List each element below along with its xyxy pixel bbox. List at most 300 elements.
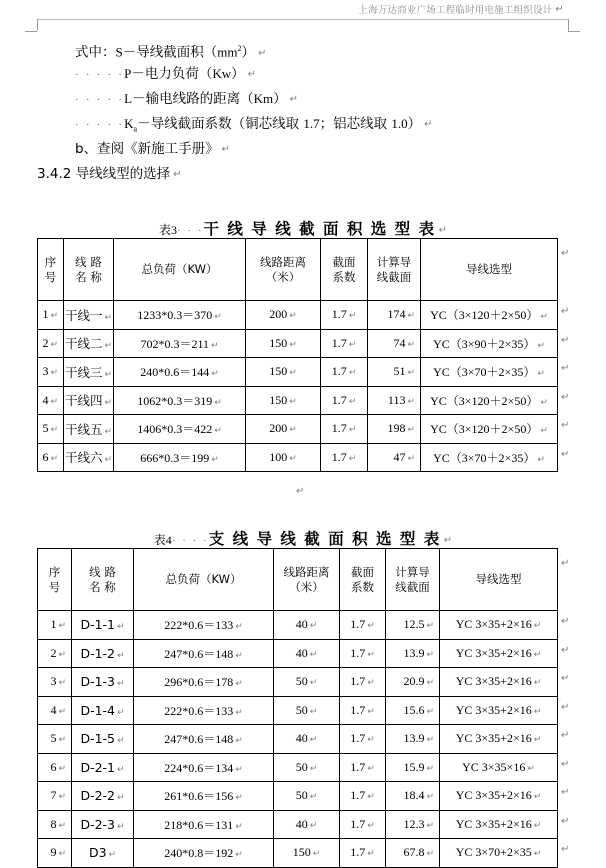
- table3-header-row: [38, 239, 558, 301]
- table4-cell-serial-text: 4: [50, 702, 57, 717]
- table3-cell-line-distance-text: 200: [269, 307, 288, 322]
- branch-line-conductor-selection-table: [37, 548, 558, 868]
- table-row: [38, 415, 558, 444]
- cell-paragraph-mark: ↵: [407, 396, 415, 407]
- table4-cell-section-coefficient-text: 1.7: [350, 845, 366, 860]
- table3-cell-line-distance: [246, 358, 321, 387]
- table3-col-header-serial-top: 序: [44, 254, 57, 269]
- table4-caption-number: 表4: [153, 533, 172, 547]
- cell-paragraph-mark: ↵: [426, 763, 434, 774]
- table-row: [38, 611, 558, 640]
- formula-legend-line-k: [37, 111, 569, 136]
- table4-cell-total-load: [134, 839, 274, 868]
- cell-paragraph-mark: ↵: [104, 341, 113, 352]
- table3-cell-section-coefficient: [321, 301, 368, 330]
- table4-cell-total-load-text: 222*0.6＝133: [164, 618, 234, 633]
- table4-cell-serial-text: 2: [50, 645, 57, 660]
- table4-cell-line-distance-text: 150: [292, 845, 311, 860]
- cell-paragraph-mark: ↵: [214, 312, 222, 323]
- table4-cell-serial: [38, 753, 72, 782]
- table3-caption-dots: · · ·: [177, 225, 204, 237]
- formula-l-symbol: L: [124, 91, 133, 106]
- formula-legend-line-s: [37, 36, 569, 61]
- formula-p-unit: Kw: [212, 66, 232, 81]
- table4-cell-calculated-section: [386, 668, 440, 697]
- table3-cell-calculated-section: [368, 386, 421, 415]
- cell-paragraph-mark: ↵: [348, 339, 357, 350]
- formula-p-symbol: P: [124, 66, 132, 81]
- table4-cell-line-name-text: D-2-3: [80, 816, 115, 832]
- table3-cell-serial-text: 3: [42, 364, 49, 379]
- cell-paragraph-mark: ↵: [367, 735, 375, 746]
- table4-cell-conductor-type: [440, 696, 558, 725]
- formula-p-dash: －: [131, 66, 145, 82]
- table4-cell-conductor-type-text: YC 3×35+2×16: [455, 731, 532, 746]
- table4-cell-total-load: [134, 753, 274, 782]
- table4-cell-line-name: [72, 639, 134, 668]
- table4-cell-line-name: [72, 839, 134, 868]
- table3-cell-conductor-type-text: YC（3×70＋2×35）: [433, 365, 536, 380]
- table4-cell-total-load-text: 224*0.6＝134: [164, 760, 234, 775]
- table4-cell-total-load-text: 240*0.8＝192: [164, 846, 234, 861]
- table3-cell-section-coefficient: [321, 358, 368, 387]
- table4-cell-conductor-type: [440, 611, 558, 640]
- reference-line-b: [37, 136, 569, 161]
- table4-cell-line-distance-text: 50: [295, 788, 308, 803]
- cell-paragraph-mark: ↵: [117, 736, 125, 747]
- table3-cell-section-coefficient-text: 1.7: [331, 392, 347, 407]
- formula-s-close-paren: ）: [241, 44, 255, 61]
- table4-cell-conductor-type: [440, 782, 558, 811]
- table3-cell-serial: [38, 443, 64, 472]
- cell-paragraph-mark: ↵: [533, 649, 542, 660]
- table4-cell-conductor-type: [440, 725, 558, 754]
- cell-paragraph-mark: ↵: [309, 820, 318, 831]
- table4-col-header-line-name: [72, 549, 134, 611]
- table4-cell-line-name-text: D-1-4: [80, 702, 115, 718]
- cell-paragraph-mark: ↵: [211, 340, 219, 351]
- table4-col-header-calculated-section-bottom: 线截面: [395, 579, 430, 594]
- cell-paragraph-mark: ↵: [309, 706, 318, 717]
- table3-cell-conductor-type-text: YC（3×70＋2×35）: [433, 450, 536, 465]
- table4-col-header-conductor-type: [440, 549, 558, 611]
- cell-paragraph-mark: ↵: [540, 312, 548, 323]
- table3-cell-conductor-type-text: YC（3×120＋2×50）: [430, 422, 539, 437]
- table4-cell-total-load-text: 218*0.6＝131: [164, 817, 234, 832]
- table3-cell-total-load: [114, 358, 246, 387]
- table4-cell-line-distance-text: 40: [295, 816, 308, 831]
- table3-col-header-line-distance-bottom: （米）: [265, 269, 301, 284]
- cell-paragraph-mark: ↵: [50, 425, 58, 436]
- margin-mark-top-left-vertical: [37, 19, 38, 31]
- formula-legend-line-l: [37, 86, 569, 111]
- header-divider: [37, 19, 569, 20]
- table3-cell-conductor-type-text: YC（3×120＋2×50）: [430, 393, 539, 408]
- table3-cell-calculated-section: [368, 443, 421, 472]
- table3-cell-line-distance: [246, 329, 321, 358]
- table4-cell-line-name-text: D-2-2: [80, 788, 115, 804]
- table3-col-header-line-distance-top: 线路距离: [260, 254, 306, 269]
- cell-paragraph-mark: ↵: [367, 649, 375, 660]
- table3-cell-conductor-type: [421, 415, 558, 444]
- cell-paragraph-mark: ↵: [367, 678, 375, 689]
- table3-col-header-total-load: [114, 239, 246, 301]
- cell-paragraph-mark: ↵: [407, 339, 415, 350]
- margin-mark-top-right-vertical: [568, 19, 569, 31]
- table4-cell-calculated-section: [386, 611, 440, 640]
- cell-paragraph-mark: ↵: [289, 339, 297, 350]
- cell-paragraph-mark: ↵: [117, 764, 125, 775]
- cell-paragraph-mark: ↵: [426, 621, 434, 632]
- cell-paragraph-mark: ↵: [104, 312, 113, 323]
- cell-paragraph-mark: ↵: [312, 849, 321, 860]
- cell-paragraph-mark: ↵: [533, 678, 542, 689]
- formula-l-dash: －: [132, 91, 146, 107]
- cell-paragraph-mark: ↵: [367, 792, 375, 803]
- table3-cell-calculated-section: [368, 415, 421, 444]
- table-row-end-mark: ↵: [561, 701, 570, 713]
- formula-k-dash: －: [137, 116, 151, 132]
- cell-paragraph-mark: ↵: [235, 650, 243, 661]
- cell-paragraph-mark: ↵: [309, 792, 318, 803]
- cell-paragraph-mark: ↵: [50, 396, 58, 407]
- margin-mark-top-left-horizontal: [25, 31, 37, 32]
- table4-cell-line-distance: [274, 639, 340, 668]
- formula-p-close-paren: ）: [231, 66, 245, 82]
- formula-s-dash: －: [122, 44, 137, 61]
- table3-cell-conductor-type: [421, 386, 558, 415]
- formula-k-value-aluminum: 1.0: [391, 116, 408, 131]
- table4-cell-serial: [38, 611, 72, 640]
- table4-col-header-serial: [38, 549, 72, 611]
- table3-cell-serial-text: 5: [42, 421, 49, 436]
- formula-k-close-paren: ）: [407, 116, 422, 132]
- table4-cell-calculated-section: [386, 753, 440, 782]
- table4-cell-line-name: [72, 810, 134, 839]
- table4-cell-line-name-text: D-1-5: [80, 731, 115, 747]
- formula-k-description: 导线截面系数（铜芯线取: [150, 116, 304, 132]
- cell-paragraph-mark: ↵: [407, 425, 415, 436]
- table4-cell-section-coefficient-text: 1.7: [350, 617, 366, 632]
- table4-cell-total-load: [134, 725, 274, 754]
- cell-paragraph-mark: ↵: [537, 454, 545, 465]
- table4-cell-serial: [38, 639, 72, 668]
- table4-cell-total-load: [134, 810, 274, 839]
- cell-paragraph-mark: ↵: [235, 707, 243, 718]
- trunk-line-conductor-selection-table: [37, 238, 558, 472]
- table4-cell-line-distance: [274, 611, 340, 640]
- table3-cell-total-load-text: 1062*0.3＝319: [137, 393, 213, 408]
- table4-col-header-line-distance-top: 线路距离: [283, 564, 330, 579]
- empty-paragraph-mark-between-tables: ↵: [296, 486, 305, 497]
- cell-paragraph-mark: ↵: [533, 706, 542, 717]
- cell-paragraph-mark: ↵: [527, 763, 535, 774]
- table4-cell-calculated-section: [386, 639, 440, 668]
- cell-paragraph-mark: ↵: [348, 311, 357, 322]
- cell-paragraph-mark: ↵: [533, 820, 542, 831]
- table4-cell-serial-text: 9: [50, 845, 57, 860]
- table3-cell-calculated-section: [368, 358, 421, 387]
- cell-paragraph-mark: ↵: [235, 764, 243, 775]
- table4-cell-section-coefficient-text: 1.7: [350, 702, 366, 717]
- table4-cell-serial: [38, 782, 72, 811]
- table-row: [38, 301, 558, 330]
- cell-paragraph-mark: ↵: [426, 849, 434, 860]
- table3-cell-line-name: [64, 386, 114, 415]
- cell-paragraph-mark: ↵: [289, 368, 297, 379]
- table3-cell-serial-text: 6: [42, 449, 49, 464]
- table3-cell-line-distance-text: 150: [269, 335, 288, 350]
- table-row: [38, 329, 558, 358]
- table3-col-header-conductor-type: [421, 239, 558, 301]
- table4-cell-line-name: [72, 668, 134, 697]
- table4-cell-line-name: [72, 696, 134, 725]
- table4-cell-conductor-type-text: YC 3×35+2×16: [455, 816, 532, 831]
- cell-paragraph-mark: ↵: [540, 397, 548, 408]
- table3-cell-calculated-section-text: 47: [393, 449, 406, 464]
- table4-cell-calculated-section-text: 12.5: [403, 617, 425, 632]
- table4-col-header-serial-top: 序: [48, 564, 61, 579]
- table4-header-row: [38, 549, 558, 611]
- table4-cell-section-coefficient: [340, 753, 386, 782]
- formula-s-prefix: 式中：: [75, 44, 116, 61]
- table3-cell-total-load-text: 240*0.6＝144: [140, 365, 210, 380]
- table4-cell-conductor-type-text: YC 3×35+2×16: [455, 674, 532, 689]
- cell-paragraph-mark: ↵: [426, 678, 434, 689]
- table3-col-header-total-load-text: 总负荷（KW）: [141, 262, 218, 276]
- table3-cell-line-distance-text: 150: [269, 392, 288, 407]
- table3-cell-section-coefficient-text: 1.7: [331, 307, 347, 322]
- table3-cell-line-name: [64, 443, 114, 472]
- table4-cell-line-distance: [274, 668, 340, 697]
- table3-cell-section-coefficient: [321, 329, 368, 358]
- table3-caption-number: 表3: [159, 223, 178, 237]
- table3-cell-line-name: [64, 301, 114, 330]
- cell-paragraph-mark: ↵: [309, 621, 318, 632]
- table-row-end-mark: ↵: [561, 420, 570, 431]
- table3-cell-total-load: [114, 443, 246, 472]
- table4-cell-line-distance-text: 40: [295, 645, 308, 660]
- table3-col-header-calculated-section-bottom: 线截面: [376, 269, 412, 284]
- table3-cell-total-load-text: 702*0.3＝211: [140, 336, 209, 351]
- table-row-end-mark: ↵: [561, 787, 570, 798]
- table-row-end-mark: ↵: [561, 334, 570, 346]
- cell-paragraph-mark: ↵: [104, 369, 113, 380]
- table3-col-header-line-name-top: 线 路: [75, 254, 102, 269]
- table3-cell-calculated-section: [368, 329, 421, 358]
- formula-l-close-paren: ）: [273, 91, 287, 107]
- cell-paragraph-mark: ↵: [104, 398, 113, 409]
- table-row: [38, 668, 558, 697]
- table3-cell-serial-text: 2: [42, 335, 49, 350]
- cell-paragraph-mark: ↵: [426, 649, 434, 660]
- table-row-end-mark: ↵: [561, 730, 570, 741]
- leader-dots: · · · · ·: [75, 94, 125, 106]
- table4-cell-line-distance: [274, 753, 340, 782]
- table4-cell-total-load-text: 247*0.6＝148: [164, 732, 234, 747]
- table4-caption-dots: · · · ·: [171, 535, 209, 547]
- paragraph-mark: ↵: [424, 119, 433, 130]
- table4-cell-line-name-text: D3: [88, 845, 107, 861]
- cell-paragraph-mark: ↵: [117, 793, 125, 804]
- header-title: [358, 2, 564, 16]
- table4-cell-calculated-section-text: 18.4: [403, 788, 425, 803]
- table3-cell-line-distance: [246, 415, 321, 444]
- table4-cell-serial-text: 3: [50, 674, 57, 689]
- section-heading-text: 3.4.2 导线线型的选择: [37, 166, 171, 182]
- table-row-end-mark: ↵: [561, 363, 570, 374]
- table4-cell-conductor-type-text: YC 3×35+2×16: [455, 645, 532, 660]
- cell-paragraph-mark: ↵: [348, 396, 357, 407]
- cell-paragraph-mark: ↵: [58, 792, 66, 803]
- table4-cell-serial-text: 5: [50, 731, 57, 746]
- cell-paragraph-mark: ↵: [533, 621, 542, 632]
- table3-cell-line-distance-text: 150: [269, 364, 288, 379]
- cell-paragraph-mark: ↵: [235, 622, 243, 633]
- table-row-end-mark: ↵: [561, 644, 570, 656]
- table-row-end-mark: ↵: [561, 844, 570, 855]
- cell-paragraph-mark: ↵: [309, 649, 318, 660]
- cell-paragraph-mark: ↵: [367, 849, 375, 860]
- cell-paragraph-mark: ↵: [533, 849, 542, 860]
- table4-col-header-section-coefficient: [340, 549, 386, 611]
- formula-s-unit-exponent: 2: [237, 44, 242, 53]
- cell-paragraph-mark: ↵: [367, 763, 375, 774]
- paragraph-mark: ↵: [173, 169, 182, 180]
- paragraph-mark: ↵: [438, 225, 447, 236]
- cell-paragraph-mark: ↵: [426, 792, 434, 803]
- table4-col-header-section-coefficient-bottom: 系数: [351, 579, 374, 594]
- table4-cell-line-distance: [274, 725, 340, 754]
- table3-cell-conductor-type-text: YC（3×120＋2×50）: [430, 308, 539, 323]
- table3-cell-serial-text: 1: [42, 307, 49, 322]
- paragraph-mark: ↵: [443, 535, 453, 546]
- table4-cell-total-load-text: 261*0.6＝156: [164, 789, 234, 804]
- formula-legend-line-p: [37, 61, 569, 86]
- table4-cell-calculated-section: [386, 696, 440, 725]
- table-row: [38, 358, 558, 387]
- table4-cell-section-coefficient: [340, 810, 386, 839]
- table4-cell-line-distance-text: 40: [295, 731, 308, 746]
- table3-cell-conductor-type: [421, 329, 558, 358]
- table3-caption: [0, 217, 606, 239]
- table4-cell-section-coefficient: [340, 839, 386, 868]
- cell-paragraph-mark: ↵: [211, 369, 219, 380]
- cell-paragraph-mark: ↵: [235, 679, 243, 690]
- formula-k-symbol: K: [124, 116, 134, 131]
- cell-paragraph-mark: ↵: [117, 821, 125, 832]
- margin-mark-top-right-horizontal: [568, 31, 580, 32]
- table4-cell-line-name-text: D-1-2: [80, 645, 115, 661]
- table4-cell-conductor-type: [440, 839, 558, 868]
- cell-paragraph-mark: ↵: [50, 453, 58, 464]
- cell-paragraph-mark: ↵: [104, 455, 113, 466]
- table4-cell-line-name: [72, 782, 134, 811]
- leader-dots: · · · · ·: [75, 119, 125, 131]
- cell-paragraph-mark: ↵: [407, 453, 415, 464]
- table4-cell-total-load: [134, 639, 274, 668]
- cell-paragraph-mark: ↵: [58, 820, 66, 831]
- cell-paragraph-mark: ↵: [117, 679, 125, 690]
- formula-k-description-2: ；铝芯线取: [319, 116, 392, 132]
- table3-cell-total-load-text: 1406*0.3＝422: [137, 422, 213, 437]
- table4-cell-total-load: [134, 696, 274, 725]
- table4-cell-total-load: [134, 611, 274, 640]
- cell-paragraph-mark: ↵: [289, 311, 297, 322]
- table3-cell-section-coefficient-text: 1.7: [331, 421, 347, 436]
- table4-cell-calculated-section-text: 13.9: [403, 731, 425, 746]
- table4-cell-calculated-section: [386, 725, 440, 754]
- cell-paragraph-mark: ↵: [235, 821, 243, 832]
- table3-cell-total-load-text: 666*0.3＝199: [140, 450, 210, 465]
- cell-paragraph-mark: ↵: [58, 763, 66, 774]
- table3-col-header-line-distance: [246, 239, 321, 301]
- table4-cell-serial: [38, 696, 72, 725]
- cell-paragraph-mark: ↵: [104, 426, 113, 437]
- cell-paragraph-mark: ↵: [309, 735, 318, 746]
- section-heading-3-4-2: [37, 161, 569, 186]
- table-row-end-mark: ↵: [561, 616, 570, 627]
- table4-cell-total-load-text: 296*0.6＝178: [164, 675, 234, 690]
- table-row: [38, 725, 558, 754]
- table4-col-header-section-coefficient-top: 截面: [351, 564, 374, 579]
- cell-paragraph-mark: ↵: [235, 793, 243, 804]
- table4-cell-conductor-type-text: YC 3×35+2×16: [455, 617, 532, 632]
- table4-col-header-calculated-section-top: 计算导: [395, 564, 430, 579]
- table4-col-header-serial-bottom: 号: [48, 579, 61, 594]
- cell-paragraph-mark: ↵: [407, 311, 415, 322]
- table3-col-header-line-name-bottom: 名 称: [75, 269, 102, 284]
- cell-paragraph-mark: ↵: [537, 369, 545, 380]
- cell-paragraph-mark: ↵: [348, 425, 357, 436]
- table-row-end-mark: ↵: [561, 758, 570, 770]
- table4-cell-conductor-type: [440, 753, 558, 782]
- table4-cell-line-distance: [274, 696, 340, 725]
- table-row: [38, 782, 558, 811]
- page-header: [0, 0, 606, 34]
- table3-cell-conductor-type: [421, 301, 558, 330]
- table3-header-row-end-mark: ↵: [561, 248, 570, 259]
- table4-cell-section-coefficient: [340, 668, 386, 697]
- table3-cell-serial-text: 4: [42, 392, 49, 407]
- table4-cell-calculated-section-text: 67.8: [403, 845, 425, 860]
- cell-paragraph-mark: ↵: [58, 621, 66, 632]
- header-pilcrow-mark: ↵: [555, 4, 564, 15]
- table4-cell-total-load: [134, 668, 274, 697]
- table4-cell-calculated-section: [386, 782, 440, 811]
- table3-cell-calculated-section-text: 113: [387, 392, 406, 407]
- table3-cell-line-name-text: 干线二: [64, 336, 103, 352]
- table4-cell-conductor-type-text: YC 3×35+2×16: [455, 702, 532, 717]
- cell-paragraph-mark: ↵: [367, 820, 375, 831]
- table4-caption: [0, 527, 606, 549]
- table4-caption-title: 支 线 导 线 截 面 积 选 型 表: [208, 530, 441, 548]
- table4-cell-section-coefficient: [340, 696, 386, 725]
- table3-cell-calculated-section-text: 74: [393, 335, 406, 350]
- leader-dots: · · · · ·: [75, 69, 125, 81]
- table4-cell-serial: [38, 725, 72, 754]
- table3-cell-line-distance-text: 200: [269, 421, 288, 436]
- cell-paragraph-mark: ↵: [289, 396, 297, 407]
- table3-cell-calculated-section: [368, 301, 421, 330]
- table4-cell-line-distance-text: 50: [295, 674, 308, 689]
- document-body-text: [37, 36, 569, 186]
- table3-col-header-line-name: [64, 239, 114, 301]
- table3-col-header-section-coefficient: [321, 239, 368, 301]
- paragraph-mark: ↵: [289, 94, 298, 105]
- table3-cell-total-load-text: 1233*0.3＝370: [137, 308, 213, 323]
- table4-cell-section-coefficient: [340, 611, 386, 640]
